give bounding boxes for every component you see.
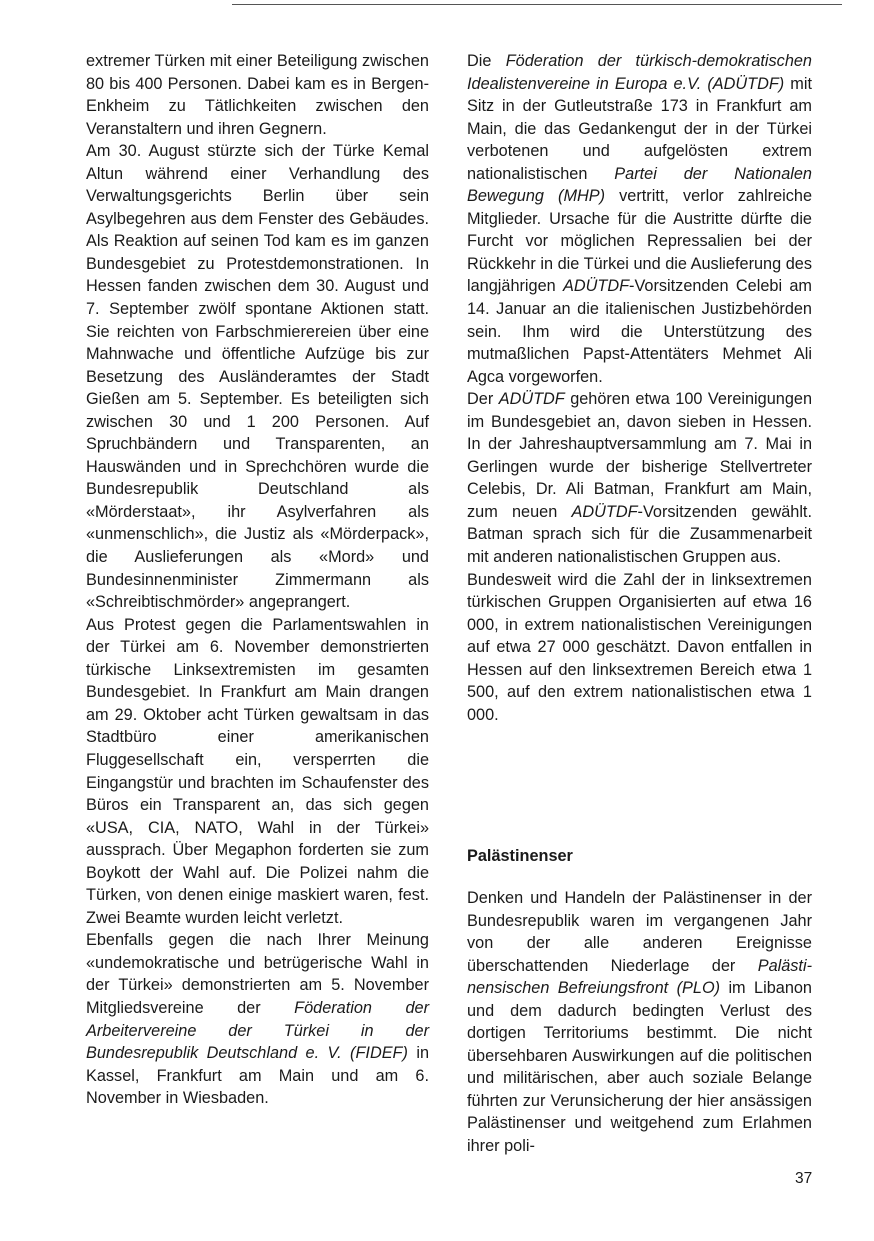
organization-name: Palästinensischen Befreiungsfront (PLO): [467, 956, 812, 998]
text-run: -Vorsitzenden gewählt. Batman sprach sich für die Zusammenarbeit mit anderen nationalistischen Gruppen aus.: [467, 502, 812, 567]
paragraph: Bundesweit wird die Zahl der in linksextremen türkischen Gruppen Organisierten auf etwa 16 000, in extrem nationalistischen Vereinigungen auf etwa 27 000 geschätzt. Davon entfallen in Hessen auf den linksextremen Bereich etwa 1 500, auf den extrem nationalistischen etwa 1 000.: [467, 570, 812, 724]
organization-name: Partei der Nationalen Bewegung (MHP): [467, 164, 812, 206]
left-column: [86, 50, 429, 1110]
paragraph: [467, 388, 812, 568]
section-heading: Palästinenser: [467, 847, 573, 865]
paragraph: Am 30. August stürzte sich der Türke Kemal Altun während einer Verhandlung des Verwaltungsgerichts Berlin über sein Asylbegehren aus dem Fenster des Gebäudes. Als Reaktion auf seinen Tod kam es im ganzen Bundesgebiet zu Protestdemonstrationen. In Hessen fanden zwischen dem 30. August und 7. September zwölf spontane Aktionen statt. Sie reichten von Farbschmierereien über eine Mahnwache und öffentliche Aufzüge bis zur Besetzung des Ausländeramtes der Stadt Gießen am 5. September. Es beteiligten sich zwischen 30 und 1 200 Personen. Auf Spruchbändern und Transparenten, an Hauswänden und in Sprechchören wurde die Bundesrepublik Deutschland als «Mörderstaat», ihr Asylverfahren als «unmenschlich», die Justiz als «Mörderpack», die Auslieferungen als «Mord» und Bundesinnenminister Zimmermann als «Schreibtischmörder» angeprangert.: [86, 142, 429, 612]
text-run: Denken und Handeln der Palästinenser in der Bundesrepublik waren im vergangenen Jahr von der alle anderen Ereignisse überschattenden Niederlage der: [467, 889, 812, 975]
section-body: [467, 887, 812, 1158]
paragraph: [467, 887, 812, 1158]
text-run: gehören etwa 100 Vereinigungen im Bundesgebiet an, davon sieben in Hessen. In der Jahreshauptversammlung am 7. Mai in Gerlingen wurde der bisherige Stellvertreter Celebis, Dr. Ali Batman, Frankfurt am Main, zum neuen: [467, 390, 812, 521]
text-run: vertritt, verlor zahlreiche Mitglieder. Ursache für die Austritte dürfte die Furcht vor möglichen Repressalien bei der Rückkehr in die Türkei und die Auslieferung des langjährigen: [467, 187, 812, 296]
paragraph: [86, 929, 429, 1109]
text-run: Der: [467, 390, 499, 409]
text-run: Ebenfalls gegen die nach Ihrer Meinung «undemokratische und betrügerische Wahl in der Türkei» demonstrierten am 5. November Mitgliedsvereine der: [86, 931, 429, 1017]
organization-name: Föderation der türkisch-demokratischen Idealistenvereine in Europa e.V. (ADÜTDF): [467, 52, 812, 93]
organization-name: Föderation der Arbeitervereine der Türkei in der Bundesrepublik Deutschland e. V. (FIDEF): [86, 998, 429, 1063]
page-number: 37: [795, 1170, 813, 1187]
top-rule: [232, 4, 842, 5]
text-run: im Libanon und dem dadurch bedingten Verlust des dortigen Territoriums bestimmt. Die nicht übersehbaren Auswirkungen auf die politischen und militärischen, aber auch soziale Belange führten zur Verunsicherung der hier ansässigen Palästinenser und weitgehend zum Erlahmen ihrer poli-: [467, 979, 812, 1156]
organization-name: ADÜTDF: [571, 502, 638, 521]
organization-name: ADÜTDF: [563, 277, 630, 296]
text-run: -Vorsitzenden Celebi am 14. Januar an die italienischen Justizbehörden sein. Ihm wird die Unterstützung des mutmaßlichen Papst-Attentäters Mehmet Ali Agca vorgeworfen.: [467, 277, 812, 386]
paragraph: Aus Protest gegen die Parlamentswahlen in der Türkei am 6. November demonstrierten türkische Linksextremisten im gesamten Bundesgebiet. In Frankfurt am Main drangen am 29. Oktober acht Türken gewaltsam in das Stadtbüro einer amerikanischen Fluggesellschaft ein, versperrten die Eingangstür und brachten im Schaufenster des Büros ein Transparent an, das sich gegen «USA, CIA, NATO, Wahl in der Türkei» aussprach. Über Megaphon forderten sie zum Boykott der Wahl auf. Die Polizei nahm die Türken, von denen einige maskiert waren, fest. Zwei Beamte wurden leicht verletzt.: [86, 615, 429, 927]
right-column: [467, 50, 812, 726]
text-run: mit Sitz in der Gutleutstraße 173 in Frankfurt am Main, die das Gedankengut der in der Türkei verbotenen und aufgelösten extrem nationalistischen: [467, 74, 813, 183]
organization-name: ADÜTDF: [498, 390, 565, 409]
text-run: Die: [467, 52, 506, 70]
text-run: in Kassel, Frankfurt am Main und am 6. November in Wiesbaden.: [86, 1044, 429, 1108]
paragraph: [467, 50, 812, 388]
paragraph: extremer Türken mit einer Beteiligung zwischen 80 bis 400 Personen. Dabei kam es in Bergen-Enkheim zu Tätlichkeiten zwischen den Veranstaltern und ihren Gegnern.: [86, 52, 429, 138]
